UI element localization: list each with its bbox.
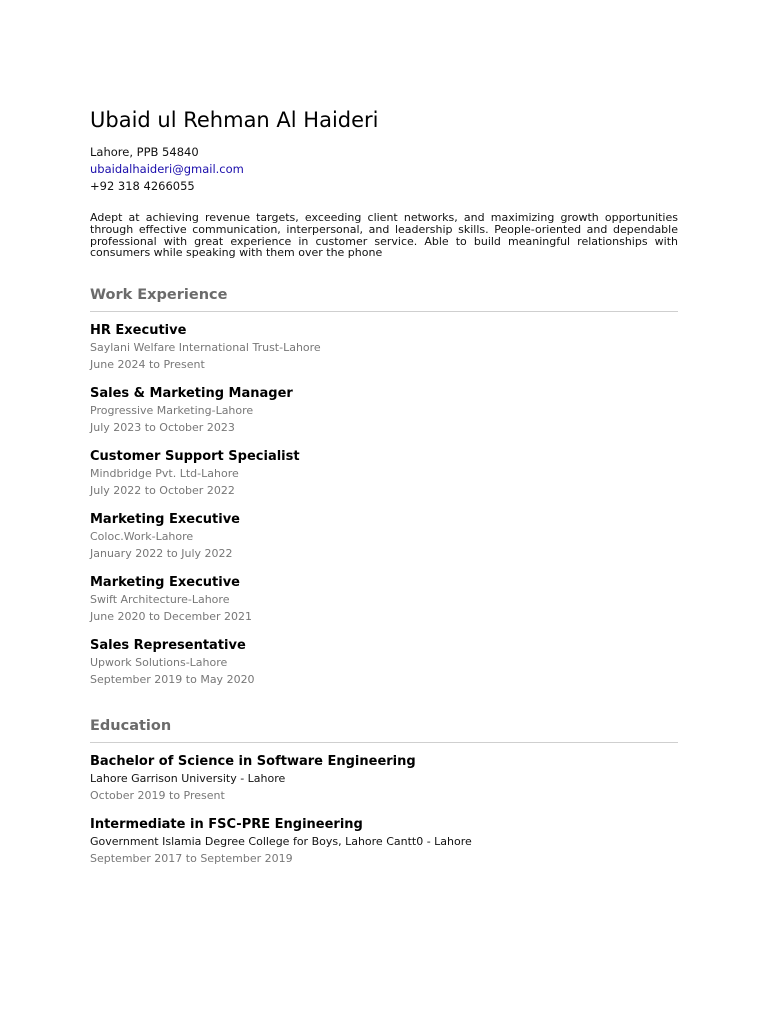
institution: Government Islamia Degree College for Boys, Lahore Cantt0 - Lahore (90, 835, 472, 849)
candidate-name: Ubaid ul Rehman Al Haideri (90, 108, 379, 132)
work-entry (90, 385, 678, 436)
education-dates: October 2019 to Present (90, 789, 225, 803)
job-title: Marketing Executive (90, 512, 240, 528)
contact-phone: +92 318 4266055 (90, 179, 195, 193)
employer: Progressive Marketing-Lahore (90, 404, 254, 418)
job-title: Sales Representative (90, 638, 246, 654)
job-dates: July 2023 to October 2023 (90, 421, 235, 435)
education-heading: Education (90, 716, 678, 743)
employer: Saylani Welfare International Trust-Lahore (90, 341, 321, 355)
work-entry (90, 448, 678, 499)
employer: Swift Architecture-Lahore (90, 593, 230, 607)
degree-title: Intermediate in FSC-PRE Engineering (90, 817, 363, 833)
employer: Coloc.Work-Lahore (90, 530, 194, 544)
work-entry (90, 574, 678, 625)
education-entry (90, 816, 678, 867)
employer: Upwork Solutions-Lahore (90, 656, 228, 670)
institution: Lahore Garrison University - Lahore (90, 772, 286, 786)
job-dates: June 2024 to Present (90, 358, 205, 372)
work-entry (90, 637, 678, 688)
job-dates: June 2020 to December 2021 (90, 610, 253, 624)
job-dates: September 2019 to May 2020 (90, 673, 255, 687)
job-title: Marketing Executive (90, 575, 240, 591)
job-dates: July 2022 to October 2022 (90, 484, 235, 498)
contact-email-link[interactable]: ubaidalhaideri@gmail.com (90, 162, 244, 176)
professional-summary: Adept at achieving revenue targets, exceeding client networks, and maximizing growth opportunities through effective communication, interpersonal, and leadership skills. People-oriented and dependable professional with great experience in customer service. Able to build meaningful relationships with consumers while speaking with them over the phone (90, 211, 678, 260)
job-title: Customer Support Specialist (90, 449, 300, 465)
education-section (90, 716, 678, 867)
employer: Mindbridge Pvt. Ltd-Lahore (90, 467, 239, 481)
education-dates: September 2017 to September 2019 (90, 852, 293, 866)
work-experience-section (90, 285, 678, 688)
work-entry (90, 322, 678, 373)
contact-address: Lahore, PPB 54840 (90, 145, 199, 159)
job-title: Sales & Marketing Manager (90, 386, 293, 402)
work-experience-heading: Work Experience (90, 285, 678, 312)
work-entry (90, 511, 678, 562)
job-dates: January 2022 to July 2022 (90, 547, 233, 561)
degree-title: Bachelor of Science in Software Engineering (90, 754, 416, 770)
education-entry (90, 753, 678, 804)
job-title: HR Executive (90, 323, 187, 339)
resume-content (90, 105, 678, 867)
